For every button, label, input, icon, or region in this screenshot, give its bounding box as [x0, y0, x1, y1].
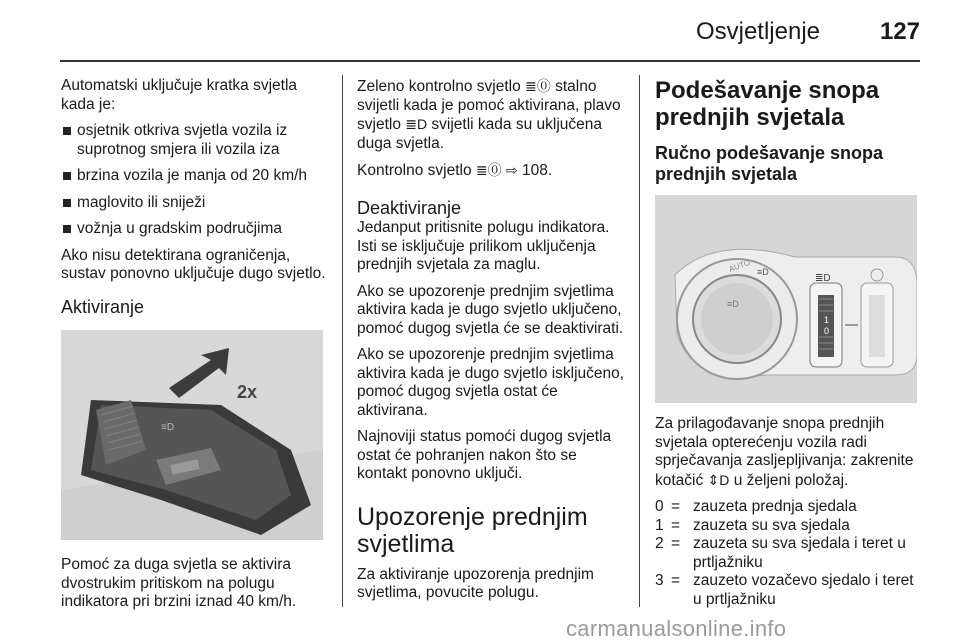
definition-separator: =: [671, 498, 681, 515]
list-item: brzina vozila je manja od 20 km/h: [61, 167, 331, 186]
text: Za prilagođavanje snopa prednjih svjetala opterećenju vozila radi sprječavanja zasljepljivanja: zakrenite kotačić: [655, 415, 914, 489]
definition-key: 2: [655, 535, 664, 552]
column-2: [357, 77, 625, 611]
svg-text:AUTO: AUTO: [727, 257, 752, 274]
heading-deaktiviranje: Deaktiviranje: [357, 197, 462, 218]
page-number: 127: [879, 18, 920, 45]
definition-value: zauzeta su sva sjedala: [693, 516, 850, 534]
paragraph: Ako nisu detektirana ograničenja, sustav ponovno uključuje dugo svjetlo.: [61, 246, 326, 282]
text: Zeleno kontrolno svjetlo: [357, 78, 521, 95]
definition-value: zauzeta prednja sjedala: [693, 498, 857, 515]
definition-key: 1: [655, 516, 664, 534]
definition-row: [655, 572, 923, 609]
definition-separator: =: [671, 516, 681, 534]
paragraph: [655, 415, 923, 490]
indicator-stalk-figure: [61, 330, 323, 540]
svg-text:≡D: ≡D: [727, 299, 739, 309]
column-3: [655, 77, 923, 609]
text: stalno svijetli kada je pomoć aktivirana, plavo svjetlo: [357, 78, 621, 133]
conditions-list: [61, 122, 331, 239]
paragraph: Najnoviji status pomoći dugog svjetla ostat će pohranjen nakon što se kontakt ponovno uključi.: [357, 428, 612, 482]
column-divider-1: [342, 75, 343, 607]
watermark: carmanualsonline.info: [566, 616, 787, 641]
definition-key: 3: [655, 572, 664, 589]
header-rule: [60, 60, 920, 62]
list-item: osjetnik otkriva svjetla vozila iz suprotnog smjera ili vozila iza: [61, 122, 331, 159]
svg-text:0: 0: [824, 326, 830, 336]
heading-aktiviranje: Aktiviranje: [61, 296, 145, 317]
indicator-stalk-illustration: [61, 330, 323, 540]
blue-lamp-icon: ≣D: [405, 116, 428, 132]
svg-text:≡D: ≡D: [161, 422, 175, 433]
paragraph: Ako se upozorenje prednjim svjetlima aktivira kada je dugo svjetlo uključeno, pomoć dugog svjetla će se deaktivirati.: [357, 282, 624, 337]
definition-row: [655, 498, 923, 517]
svg-text:1: 1: [824, 315, 830, 325]
heading-upozorenje: Upozorenje prednjim svjetlima: [357, 502, 588, 558]
definition-separator: =: [671, 535, 681, 552]
definition-row: [655, 517, 923, 536]
definition-separator: =: [671, 572, 681, 589]
definition-value: zauzeto vozačevo sjedalo i teret u prtljažniku: [693, 572, 914, 608]
paragraph: [357, 161, 625, 181]
definition-row: [655, 535, 923, 572]
svg-text:≣D: ≣D: [815, 273, 831, 284]
figure1-label: 2x: [237, 382, 258, 402]
headlight-control-figure: [655, 195, 917, 403]
text: Kontrolno svjetlo: [357, 162, 472, 179]
list-item: maglovito ili sniježi: [61, 194, 331, 213]
thumbwheel-icon: ⇕D: [707, 471, 730, 488]
paragraph: Pomoć za duga svjetla se aktivira dvostrukim pritiskom na polugu indikatora pri brzini iznad 40 km/h.: [61, 556, 297, 610]
paragraph: Jedanput pritisnite polugu indikatora. Isti se isključuje prilikom uključenja prednjih svjetala za maglu.: [357, 219, 610, 273]
list-item: vožnja u gradskim područjima: [61, 220, 331, 239]
green-lamp-icon: ≣🄋: [475, 162, 502, 178]
green-lamp-icon: ≣🄋: [525, 78, 551, 94]
definition-list: [655, 498, 923, 609]
definition-value: zauzeta su sva sjedala i teret u prtljažniku: [693, 535, 906, 571]
page-header: [0, 0, 960, 62]
definition-key: 0: [655, 498, 664, 515]
column-divider-2: [639, 75, 640, 607]
svg-text:≡D: ≡D: [757, 267, 769, 277]
paragraph: Ako se upozorenje prednjim svjetlima aktivira kada je dugo svjetlo isključeno, pomoć dugog svjetla ostat će aktivirana.: [357, 346, 625, 419]
column-1: [61, 77, 331, 620]
heading-rucno: Ručno podešavanje snopa prednjih svjetala: [655, 143, 884, 184]
page-title: Osvjetljenje: [695, 18, 820, 45]
paragraph: [357, 77, 625, 153]
reference-arrow-icon: ⇨: [505, 162, 518, 178]
intro-paragraph: Automatski uključuje kratka svjetla kada je:: [61, 77, 298, 113]
paragraph: Za aktiviranje upozorenja prednjim svjetlima, povucite polugu.: [357, 565, 594, 601]
text: svijetli kada su uključena duga svjetla.: [357, 116, 602, 152]
page-reference[interactable]: 108.: [522, 162, 553, 179]
heading-podesavanje: Podešavanje snopa prednjih svjetala: [655, 77, 880, 131]
text: u željeni položaj.: [733, 471, 849, 489]
light-switch-illustration: [655, 195, 917, 403]
